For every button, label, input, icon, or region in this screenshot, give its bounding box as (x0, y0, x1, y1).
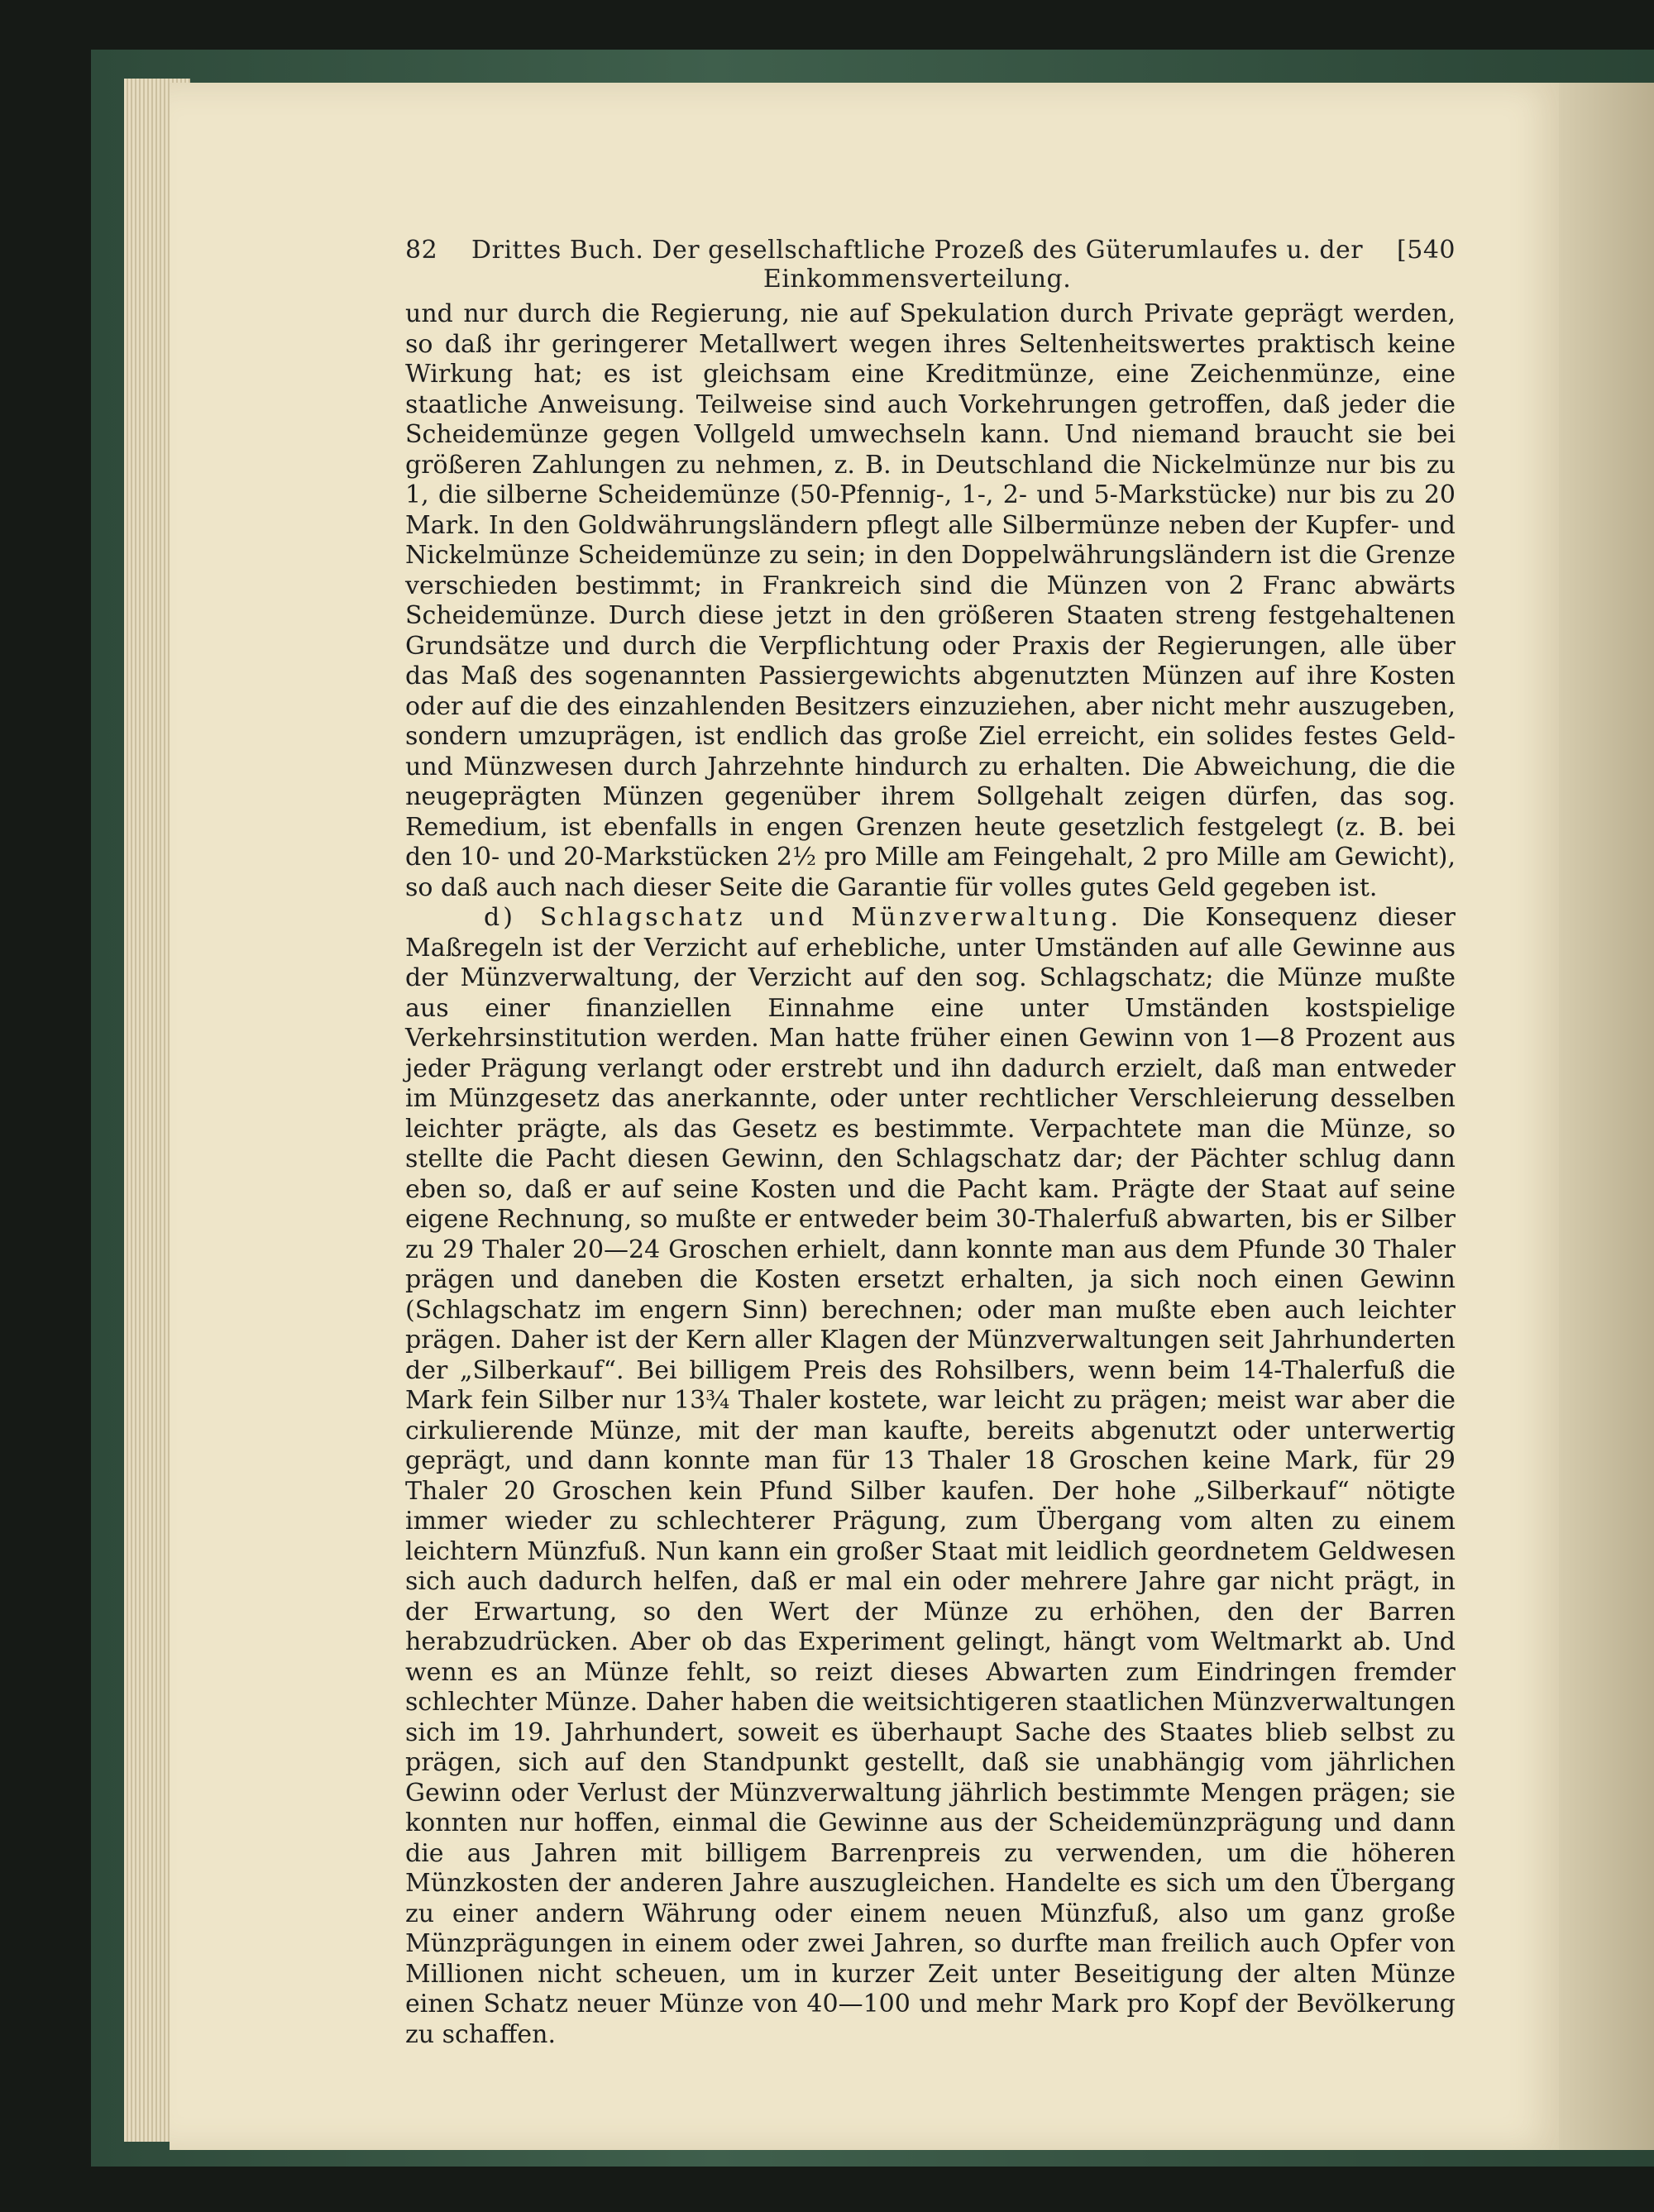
body-text (405, 299, 1456, 2050)
page-number: 82 (405, 236, 438, 265)
paragraph-1: und nur durch die Regierung, nie auf Spekulation durch Private geprägt werden, so daß ihr geringerer Metallwert wegen ihres Seltenheitswertes praktisch keine Wirkung hat; es ist gleichsam eine Kreditmünze, eine Zeichenmünze, eine staatliche Anweisung. Teilweise sind auch Vorkehrungen getroffen, daß jeder die Scheidemünze gegen Vollgeld umwechseln kann. Und niemand braucht sie bei größeren Zahlungen zu nehmen, z. B. in Deutschland die Nickelmünze nur bis zu 1, die silberne Scheidemünze (50-Pfennig-, 1-, 2- und 5-Markstücke) nur bis zu 20 Mark. In den Goldwährungsländern pflegt alle Silbermünze neben der Kupfer- und Nickelmünze Scheidemünze zu sein; in den Doppelwährungsländern ist die Grenze verschieden bestimmt; in Frankreich sind die Münzen von 2 Franc abwärts Scheidemünze. Durch diese jetzt in den größeren Staaten streng festgehaltenen Grundsätze und durch die Verpflichtung oder Praxis der Regierungen, alle über das Maß des sogenannten Passiergewichts abgenutzten Münzen auf ihre Kosten oder auf die des einzahlenden Besitzers einzuziehen, aber nicht mehr auszugeben, sondern umzuprägen, ist endlich das große Ziel erreicht, ein solides festes Geld- und Münzwesen durch Jahrzehnte hindurch zu erhalten. Die Abweichung, die die neugeprägten Münzen gegenüber ihrem Sollgehalt zeigen dürfen, das sog. Remedium, ist ebenfalls in engen Grenzen heute gesetzlich festgelegt (z. B. bei den 10- und 20-Markstücken 2½ pro Mille am Feingehalt, 2 pro Mille am Gewicht), so daß auch nach dieser Seite die Garantie für volles gutes Geld gegeben ist. (405, 299, 1456, 902)
page-gutter (1559, 83, 1654, 2150)
paragraph-2 (405, 903, 1456, 2050)
paragraph-2-text: Die Konsequenz dieser Maßregeln ist der Verzicht auf erhebliche, unter Umständen auf alle Gewinne aus der Münzverwaltung, der Verzicht auf den sog. Schlagschatz; die Münze mußte aus einer finanziellen Einnahme eine unter Umständen kostspielige Verkehrsinstitution werden. Man hatte früher einen Gewinn von 1—8 Prozent aus jeder Prägung verlangt oder erstrebt und ihn dadurch erzielt, daß man entweder im Münzgesetz das anerkannte, oder unter rechtlicher Verschleierung desselben leichter prägte, als das Gesetz es bestimmte. Verpachtete man die Münze, so stellte die Pacht diesen Gewinn, den Schlagschatz dar; der Pächter schlug dann eben so, daß er auf seine Kosten und die Pacht kam. Prägte der Staat auf seine eigene Rechnung, so mußte er entweder beim 30-Thalerfuß abwarten, bis er Silber zu 29 Thaler 20—24 Groschen erhielt, dann konnte man aus dem Pfunde 30 Thaler prägen und daneben die Kosten ersetzt erhalten, ja sich noch einen Gewinn (Schlagschatz im engern Sinn) berechnen; oder man mußte eben auch leichter prägen. Daher ist der Kern aller Klagen der Münzverwaltungen seit Jahrhunderten der „Silberkauf“. Bei billigem Preis des Rohsilbers, wenn beim 14-Thalerfuß die Mark fein Silber nur 13¾ Thaler kostete, war leicht zu prägen; meist war aber die cirkulierende Münze, mit der man kaufte, bereits abgenutzt oder unterwertig geprägt, und dann konnte man für 13 Thaler 18 Groschen keine Mark, für 29 Thaler 20 Groschen kein Pfund Silber kaufen. Der hohe „Silberkauf“ nötigte immer wieder zu schlechterer Prägung, zum Übergang vom alten zu einem leichtern Münzfuß. Nun kann ein großer Staat mit leidlich geordnetem Geldwesen sich auch dadurch helfen, daß er mal ein oder mehrere Jahre gar nicht prägt, in der Erwartung, so den Wert der Münze zu erhöhen, den der Barren herabzudrücken. Aber ob das Experiment gelingt, hängt vom Weltmarkt ab. Und wenn es an Münze fehlt, so reizt dieses Abwarten zum Eindringen fremder schlechter Münze. Daher haben die weitsichtigeren staatlichen Münzverwaltungen sich im 19. Jahrhundert, soweit es überhaupt Sache des Staates blieb selbst zu prägen, sich auf den Standpunkt gestellt, daß sie unabhängig vom jährlichen Gewinn oder Verlust der Münzverwaltung jährlich bestimmte Mengen prägen; sie konnten nur hoffen, einmal die Gewinne aus der Scheidemünzprägung und dann die aus Jahren mit billigem Barrenpreis zu verwenden, um die höheren Münzkosten der anderen Jahre auszugleichen. Handelte es sich um den Übergang zu einer andern Währung oder einem neuen Münzfuß, also um ganz große Münzprägungen in einem oder zwei Jahren, so durfte man freilich auch Opfer von Millionen nicht scheuen, um in kurzer Zeit unter Beseitigung der alten Münze einen Schatz neuer Münze von 40—100 und mehr Mark pro Kopf der Bevölkerung zu schaffen. (405, 903, 1456, 2049)
section-number: [540 (1397, 236, 1456, 265)
running-head-title: Drittes Buch. Der gesellschaftliche Prozeß des Güterumlaufes u. der Einkommensverteilung. (471, 236, 1364, 294)
running-head (405, 236, 1456, 294)
section-heading: d) Schlagschatz und Münzverwaltung. (484, 903, 1122, 932)
